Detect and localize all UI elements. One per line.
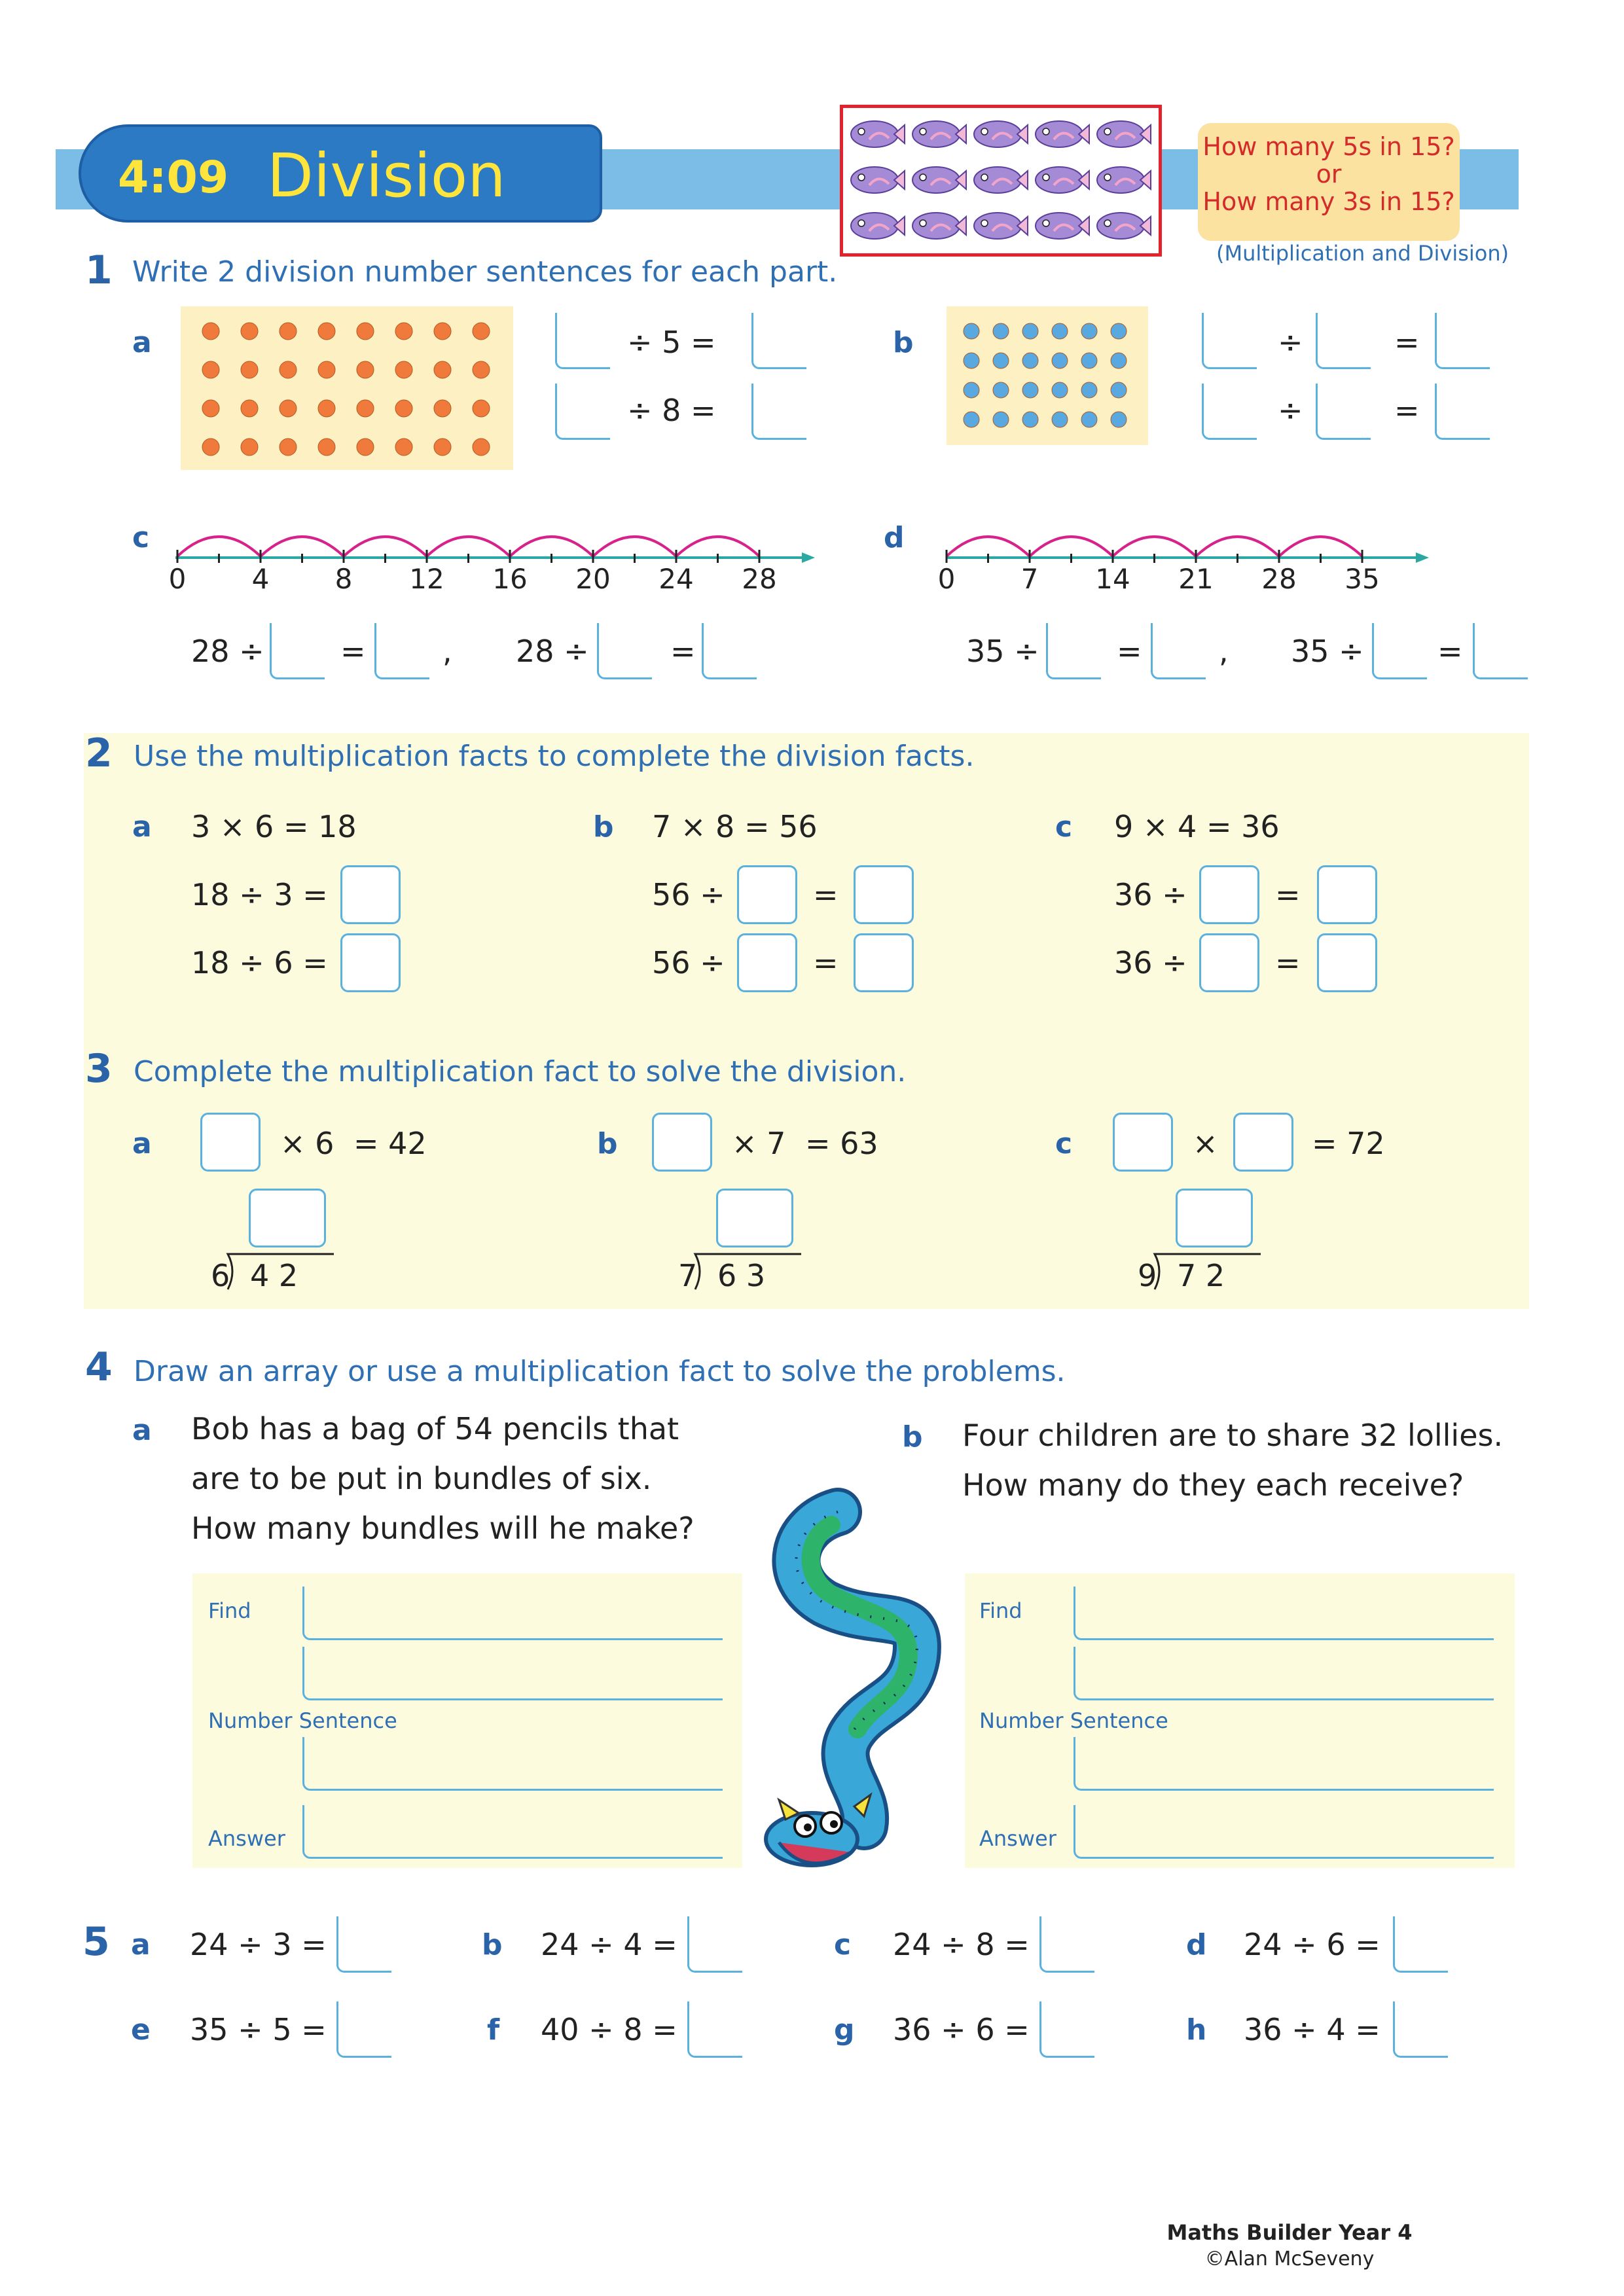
q3a-label: a — [132, 1127, 152, 1160]
q4b-find-field-1[interactable] — [1074, 1587, 1494, 1640]
q5f-expr: 40 ÷ 8 = — [541, 2012, 677, 2047]
q3c-op: × — [1193, 1126, 1218, 1161]
q2c-eq-2: = — [1275, 945, 1301, 980]
q5c-label: c — [834, 1928, 852, 1962]
array-dot — [280, 323, 297, 340]
array-dot — [1081, 353, 1097, 368]
hop-arc — [510, 537, 593, 556]
q2b-eq-1: = — [813, 877, 839, 912]
q1c-eq-1: = — [340, 634, 366, 669]
q1d-number-line — [935, 517, 1432, 569]
q4-number: 4 — [85, 1344, 113, 1390]
q1c-answer-box-4[interactable] — [702, 623, 757, 679]
array-dot — [1081, 412, 1097, 427]
q1d-answer-box-1[interactable] — [1046, 623, 1101, 679]
q1c-tick: 16 — [492, 563, 528, 595]
array-dot — [202, 439, 219, 456]
q2c-answer-box-2[interactable] — [1317, 865, 1377, 924]
array-dot — [280, 361, 297, 378]
array-dot — [1081, 323, 1097, 339]
q2a-answer-box-1[interactable] — [340, 865, 401, 924]
q2a-label: a — [132, 810, 152, 844]
array-dot — [395, 323, 412, 340]
array-dot — [318, 323, 335, 340]
q4a-label: a — [132, 1414, 152, 1447]
q4b-line-1: Four children are to share 32 lollies. — [962, 1418, 1504, 1453]
q2a-answer-box-2[interactable] — [340, 933, 401, 992]
q1d-tick: 7 — [1020, 563, 1039, 595]
fish-icon — [1097, 167, 1151, 193]
q4b-sentence-label: Number Sentence — [979, 1708, 1168, 1733]
q3b-dividend: 6 3 — [717, 1258, 766, 1293]
q2a-line-2: 18 ÷ 6 = — [191, 945, 328, 980]
array-dot — [473, 439, 490, 456]
q1d-answer-box-2[interactable] — [1151, 623, 1206, 679]
q3b-answer-box[interactable] — [652, 1113, 712, 1172]
strand-label: (Multiplication and Division) — [1216, 241, 1509, 266]
q4-instruction: Draw an array or use a multiplication fact to solve the problems. — [134, 1355, 1066, 1388]
q2b-answer-box-2[interactable] — [854, 865, 914, 924]
q1b-answer-box-2[interactable] — [1316, 313, 1371, 369]
q4a-find-field-1[interactable] — [302, 1587, 723, 1640]
array-dot — [1111, 412, 1127, 427]
q5g-label: g — [834, 2013, 855, 2047]
q1a-eq2-op: ÷ 8 = — [627, 393, 716, 428]
fish-icon — [974, 213, 1028, 239]
array-dot — [473, 361, 490, 378]
q1d-answer-box-4[interactable] — [1473, 623, 1528, 679]
array-dot — [318, 439, 335, 456]
q5h-answer-box[interactable] — [1393, 2001, 1448, 2058]
hop-arc — [1279, 537, 1362, 556]
array-dot — [357, 361, 374, 378]
q3c-quotient-box[interactable] — [1176, 1189, 1253, 1247]
q3b-divisor: 7 — [678, 1258, 698, 1293]
q2a-fact: 3 × 6 = 18 — [191, 809, 357, 844]
q1c-tick: 0 — [168, 563, 187, 595]
q1c-comma: , — [442, 634, 452, 669]
q3c-result: = 72 — [1312, 1126, 1385, 1161]
q5b-answer-box[interactable] — [687, 1916, 742, 1973]
hint-line-3: How many 3s in 15? — [1202, 187, 1455, 216]
q2b-answer-box-1[interactable] — [737, 865, 797, 924]
array-dot — [318, 361, 335, 378]
q3c-divisor: 9 — [1138, 1258, 1157, 1293]
page-title: Division — [267, 141, 506, 211]
q4a-find-label: Find — [208, 1598, 251, 1623]
q3c-label: c — [1055, 1127, 1073, 1160]
array-dot — [964, 323, 979, 339]
array-dot — [395, 400, 412, 417]
q1a-label: a — [132, 326, 152, 359]
q1c-tick: 8 — [334, 563, 353, 595]
array-dot — [964, 412, 979, 427]
q4b-find-label: Find — [979, 1598, 1022, 1623]
fish-icon — [974, 167, 1028, 193]
q1b-answer-box-3[interactable] — [1435, 313, 1490, 369]
q1d-eq-1: = — [1117, 634, 1142, 669]
q2c-answer-box-3[interactable] — [1199, 933, 1259, 992]
hop-arc — [947, 537, 1030, 556]
q1c-number-line — [164, 517, 818, 569]
q1c-sentence-2-start: 28 ÷ — [516, 634, 589, 669]
q1c-label: c — [132, 521, 150, 554]
q3a-quotient-box[interactable] — [249, 1189, 326, 1247]
q1-instruction: Write 2 division number sentences for each part. — [132, 255, 838, 289]
hop-arc — [676, 537, 759, 556]
q1d-tick: 21 — [1178, 563, 1214, 595]
q4a-line-1: Bob has a bag of 54 pencils that — [191, 1411, 679, 1446]
array-dot — [1052, 412, 1068, 427]
q1b-answer-box-4[interactable] — [1202, 384, 1257, 440]
array-dot — [1111, 323, 1127, 339]
q1c-tick: 28 — [742, 563, 777, 595]
array-dot — [1022, 412, 1038, 427]
q3a-divisor: 6 — [211, 1258, 230, 1293]
q1c-answer-box-2[interactable] — [374, 623, 429, 679]
hop-arc — [1196, 537, 1279, 556]
q1d-eq-2: = — [1437, 634, 1463, 669]
q4a-answer-label: Answer — [208, 1826, 285, 1851]
hop-arc — [1113, 537, 1196, 556]
array-dot — [202, 323, 219, 340]
q5b-expr: 24 ÷ 4 = — [541, 1927, 677, 1962]
q2b-line-2: 56 ÷ — [652, 945, 725, 980]
q3a-answer-box[interactable] — [200, 1113, 261, 1172]
array-dot — [241, 323, 258, 340]
q1b-label: b — [893, 326, 914, 359]
hop-arc — [593, 537, 676, 556]
hint-line-1: How many 5s in 15? — [1202, 132, 1455, 161]
array-dot — [473, 400, 490, 417]
q5e-expr: 35 ÷ 5 = — [190, 2012, 327, 2047]
array-dot — [1052, 353, 1068, 368]
q5d-expr: 24 ÷ 6 = — [1244, 1927, 1380, 1962]
q1d-tick: 28 — [1261, 563, 1297, 595]
q2b-fact: 7 × 8 = 56 — [652, 809, 818, 844]
q1b-dot-array — [947, 306, 1148, 445]
q3b-quotient-box[interactable] — [716, 1189, 793, 1247]
q5h-label: h — [1186, 2013, 1207, 2047]
q3b-label: b — [597, 1127, 618, 1160]
q3a-op: × 6 — [280, 1126, 334, 1161]
q1a-dot-array — [181, 306, 513, 470]
q3c-answer-box-1[interactable] — [1113, 1113, 1173, 1172]
footer-book-title: Maths Builder Year 4 — [1166, 2220, 1413, 2245]
q1b-answer-box-6[interactable] — [1435, 384, 1490, 440]
q4a-line-2: are to be put in bundles of six. — [191, 1461, 652, 1496]
q3a-result: = 42 — [353, 1126, 427, 1161]
hop-arc — [1030, 537, 1113, 556]
q2c-answer-box-4[interactable] — [1317, 933, 1377, 992]
q5-number: 5 — [82, 1919, 110, 1965]
q1a-answer-box-2[interactable] — [751, 313, 806, 369]
array-dot — [241, 400, 258, 417]
footer-copyright: ©Alan McSeveny — [1204, 2248, 1375, 2270]
array-dot — [395, 439, 412, 456]
q5d-answer-box[interactable] — [1393, 1916, 1448, 1973]
q1c-sentence-1-start: 28 ÷ — [191, 634, 264, 669]
array-dot — [241, 439, 258, 456]
q5a-answer-box[interactable] — [336, 1916, 391, 1973]
q4b-answer-field[interactable] — [1074, 1805, 1494, 1859]
q1c-tick: 12 — [409, 563, 444, 595]
q4a-sentence-label: Number Sentence — [208, 1708, 397, 1733]
q2-number: 2 — [85, 730, 113, 776]
q5f-answer-box[interactable] — [687, 2001, 742, 2058]
q5d-label: d — [1186, 1928, 1207, 1962]
fish-icon — [1097, 213, 1151, 239]
q5c-expr: 24 ÷ 8 = — [893, 1927, 1030, 1962]
blue-dot-array — [947, 306, 1148, 445]
array-dot — [357, 323, 374, 340]
array-dot — [434, 361, 451, 378]
q5c-answer-box[interactable] — [1039, 1916, 1094, 1973]
q3b-result: = 63 — [805, 1126, 878, 1161]
q4b-label: b — [902, 1420, 923, 1454]
q1d-label: d — [884, 521, 905, 554]
q2c-answer-box-1[interactable] — [1199, 865, 1259, 924]
array-dot — [395, 361, 412, 378]
fish-icon — [912, 213, 966, 239]
q2b-eq-2: = — [813, 945, 839, 980]
fish-icon — [851, 167, 905, 193]
fish-icon — [1097, 121, 1151, 147]
array-dot — [318, 400, 335, 417]
q2c-fact: 9 × 4 = 36 — [1114, 809, 1280, 844]
q3b-op: × 7 — [732, 1126, 786, 1161]
hint-line-2: or — [1316, 160, 1342, 188]
q4a-find-field-2[interactable] — [302, 1647, 723, 1700]
q1c-answer-box-1[interactable] — [270, 623, 325, 679]
q4b-find-field-2[interactable] — [1074, 1647, 1494, 1700]
q1d-sentence-1-start: 35 ÷ — [966, 634, 1039, 669]
array-dot — [202, 361, 219, 378]
q2-instruction: Use the multiplication facts to complete the division facts. — [134, 740, 975, 773]
array-dot — [1022, 353, 1038, 368]
array-dot — [280, 439, 297, 456]
hop-arc — [261, 537, 344, 556]
q5f-label: f — [487, 2013, 500, 2047]
q1a-answer-box-1[interactable] — [555, 313, 610, 369]
q3-instruction: Complete the multiplication fact to solve the division. — [134, 1055, 907, 1088]
q1c-answer-box-3[interactable] — [597, 623, 652, 679]
q2b-answer-box-3[interactable] — [737, 933, 797, 992]
array-dot — [1022, 382, 1038, 398]
q2c-label: c — [1055, 810, 1073, 844]
q5a-label: a — [131, 1928, 151, 1962]
array-dot — [993, 353, 1009, 368]
q1b-eq-1: = — [1394, 325, 1420, 360]
array-dot — [993, 382, 1009, 398]
q1-number: 1 — [85, 247, 113, 293]
q2b-label: b — [593, 810, 614, 844]
array-dot — [1022, 323, 1038, 339]
q4a-sentence-field[interactable] — [302, 1737, 723, 1791]
fish-icon — [1036, 121, 1089, 147]
q2b-line-1: 56 ÷ — [652, 877, 725, 912]
q1d-tick: 0 — [937, 563, 956, 595]
section-code: 4:09 — [118, 152, 229, 204]
q1c-tick: 4 — [251, 563, 270, 595]
q3c-dividend: 7 2 — [1177, 1258, 1225, 1293]
q1a-answer-box-3[interactable] — [555, 384, 610, 440]
array-dot — [357, 439, 374, 456]
hop-arc — [344, 537, 427, 556]
q1a-eq1-op: ÷ 5 = — [627, 325, 716, 360]
array-dot — [993, 412, 1009, 427]
array-dot — [964, 353, 979, 368]
array-dot — [473, 323, 490, 340]
q1c-eq-2: = — [670, 634, 696, 669]
fish-icon — [974, 121, 1028, 147]
fish-icon — [1036, 213, 1089, 239]
fish-icon — [1036, 167, 1089, 193]
q1b-div-1: ÷ — [1278, 325, 1303, 360]
array-dot — [1111, 353, 1127, 368]
array-dot — [993, 323, 1009, 339]
fish-array-illustration — [840, 105, 1162, 257]
eel-mascot-illustration — [740, 1486, 962, 1878]
q5h-expr: 36 ÷ 4 = — [1244, 2012, 1380, 2047]
array-dot — [434, 323, 451, 340]
fish-icon — [912, 167, 966, 193]
q3c-answer-box-2[interactable] — [1233, 1113, 1293, 1172]
array-dot — [280, 400, 297, 417]
q4a-line-3: How many bundles will he make? — [191, 1511, 695, 1546]
orange-dot-array — [181, 306, 513, 470]
q1d-tick: 14 — [1095, 563, 1130, 595]
fish-icons — [843, 108, 1159, 253]
array-dot — [202, 400, 219, 417]
q1d-answer-box-3[interactable] — [1372, 623, 1427, 679]
q2c-eq-1: = — [1275, 877, 1301, 912]
q5b-label: b — [482, 1928, 503, 1962]
array-dot — [241, 361, 258, 378]
q5a-expr: 24 ÷ 3 = — [190, 1927, 327, 1962]
fish-icon — [851, 213, 905, 239]
q4b-answer-label: Answer — [979, 1826, 1056, 1851]
q1d-tick: 35 — [1344, 563, 1380, 595]
array-dot — [964, 382, 979, 398]
q1d-comma: , — [1219, 634, 1229, 669]
q1b-answer-box-5[interactable] — [1316, 384, 1371, 440]
array-dot — [434, 400, 451, 417]
q4a-answer-field[interactable] — [302, 1805, 723, 1859]
q1b-eq-2: = — [1394, 393, 1420, 428]
array-dot — [1052, 323, 1068, 339]
array-dot — [1052, 382, 1068, 398]
q5g-expr: 36 ÷ 6 = — [893, 2012, 1030, 2047]
q1b-answer-box-1[interactable] — [1202, 313, 1257, 369]
q1b-div-2: ÷ — [1278, 393, 1303, 428]
array-dot — [1111, 382, 1127, 398]
q4b-sentence-field[interactable] — [1074, 1737, 1494, 1791]
q1a-answer-box-4[interactable] — [751, 384, 806, 440]
q4b-line-2: How many do they each receive? — [962, 1467, 1464, 1503]
array-dot — [1081, 382, 1097, 398]
hint-box — [1198, 123, 1460, 241]
array-dot — [434, 439, 451, 456]
q3a-dividend: 4 2 — [250, 1258, 298, 1293]
array-dot — [357, 400, 374, 417]
hop-arc — [427, 537, 510, 556]
q2a-line-1: 18 ÷ 3 = — [191, 877, 328, 912]
q5g-answer-box[interactable] — [1039, 2001, 1094, 2058]
q5e-label: e — [131, 2013, 151, 2047]
q1d-sentence-2-start: 35 ÷ — [1291, 634, 1364, 669]
q1c-tick: 24 — [659, 563, 694, 595]
q2c-line-2: 36 ÷ — [1114, 945, 1187, 980]
fish-icon — [912, 121, 966, 147]
q3-number: 3 — [85, 1046, 113, 1092]
fish-icon — [851, 121, 905, 147]
q2b-answer-box-4[interactable] — [854, 933, 914, 992]
q2c-line-1: 36 ÷ — [1114, 877, 1187, 912]
q1c-tick: 20 — [575, 563, 611, 595]
q5e-answer-box[interactable] — [336, 2001, 391, 2058]
hop-arc — [177, 537, 261, 556]
